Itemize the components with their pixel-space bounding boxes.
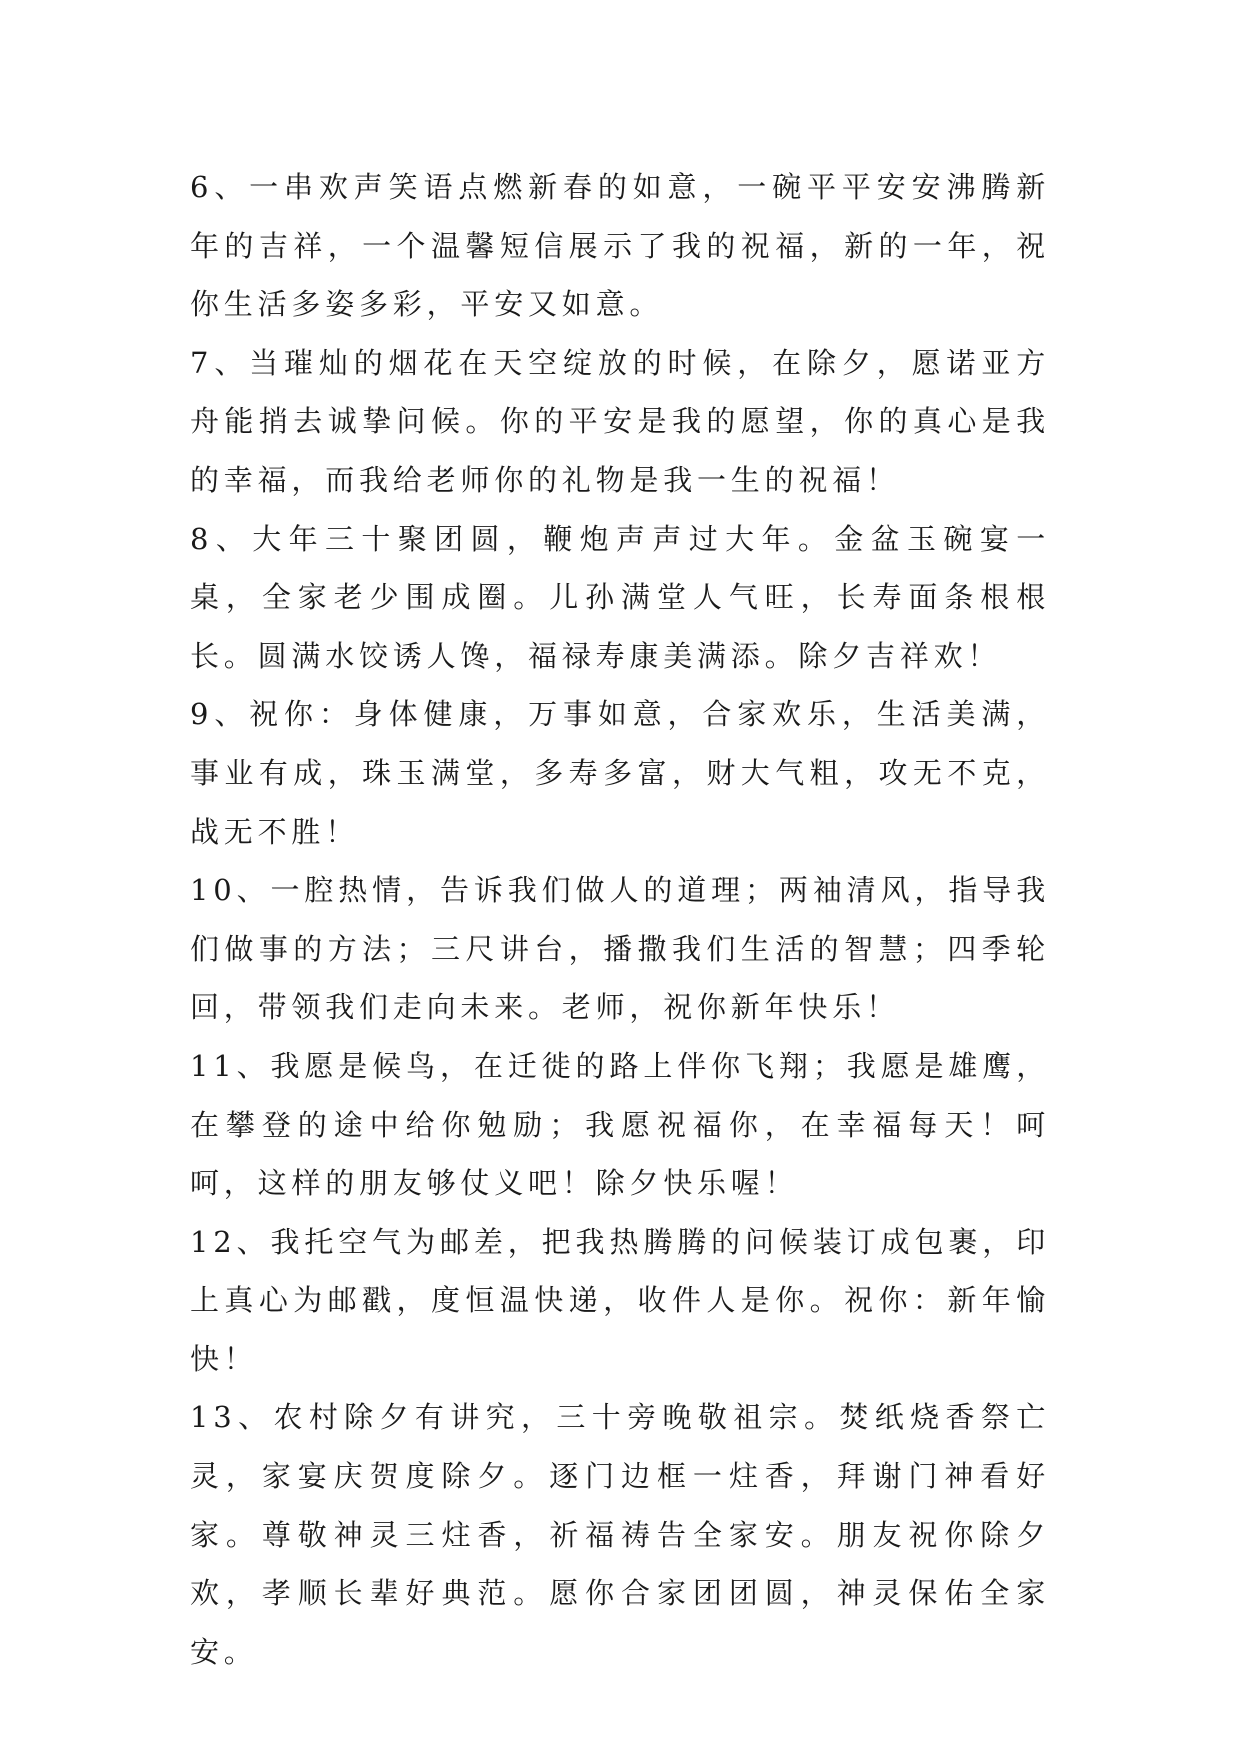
paragraph-6: 6、一串欢声笑语点燃新春的如意，一碗平平安安沸腾新年的吉祥，一个温馨短信展示了我的祝福，新的一年，祝你生活多姿多彩，平安又如意。 <box>190 170 1050 322</box>
paragraph-11: 11、我愿是候鸟，在迁徙的路上伴你飞翔；我愿是雄鹰，在攀登的途中给你勉励；我愿祝福你，在幸福每天！呵呵，这样的朋友够仗义吧！除夕快乐喔！ <box>190 1048 1050 1201</box>
paragraph-8: 8、大年三十聚团圆，鞭炮声声过大年。金盆玉碗宴一桌，全家老少围成圈。儿孙满堂人气旺，长寿面条根根长。圆满水饺诱人馋，福禄寿康美满添。除夕吉祥欢！ <box>190 521 1050 673</box>
paragraph-13: 13、农村除夕有讲究，三十旁晚敬祖宗。焚纸烧香祭亡灵，家宴庆贺度除夕。逐门边框一炷香，拜谢门神看好家。尊敬神灵三炷香，祈福祷告全家安。朋友祝你除夕欢，孝顺长辈好典范。愿你合家团团圆，神灵保佑全家安。 <box>190 1400 1050 1669</box>
paragraph-12: 12、我托空气为邮差，把我热腾腾的问候装订成包裹，印上真心为邮戳，度恒温快递，收件人是你。祝你：新年愉快！ <box>190 1224 1050 1376</box>
document-body <box>190 158 1050 1681</box>
paragraph-10: 10、一腔热情，告诉我们做人的道理；两袖清风，指导我们做事的方法；三尺讲台，播撒我们生活的智慧；四季轮回，带领我们走向未来。老师，祝你新年快乐！ <box>190 873 1050 1025</box>
paragraph-7: 7、当璀灿的烟花在天空绽放的时候，在除夕，愿诺亚方舟能捎去诚挚问候。你的平安是我的愿望，你的真心是我的幸福，而我给老师你的礼物是我一生的祝福！ <box>190 345 1050 497</box>
paragraph-9: 9、祝你：身体健康，万事如意，合家欢乐，生活美满，事业有成，珠玉满堂，多寿多富，财大气粗，攻无不克，战无不胜！ <box>190 697 1050 849</box>
